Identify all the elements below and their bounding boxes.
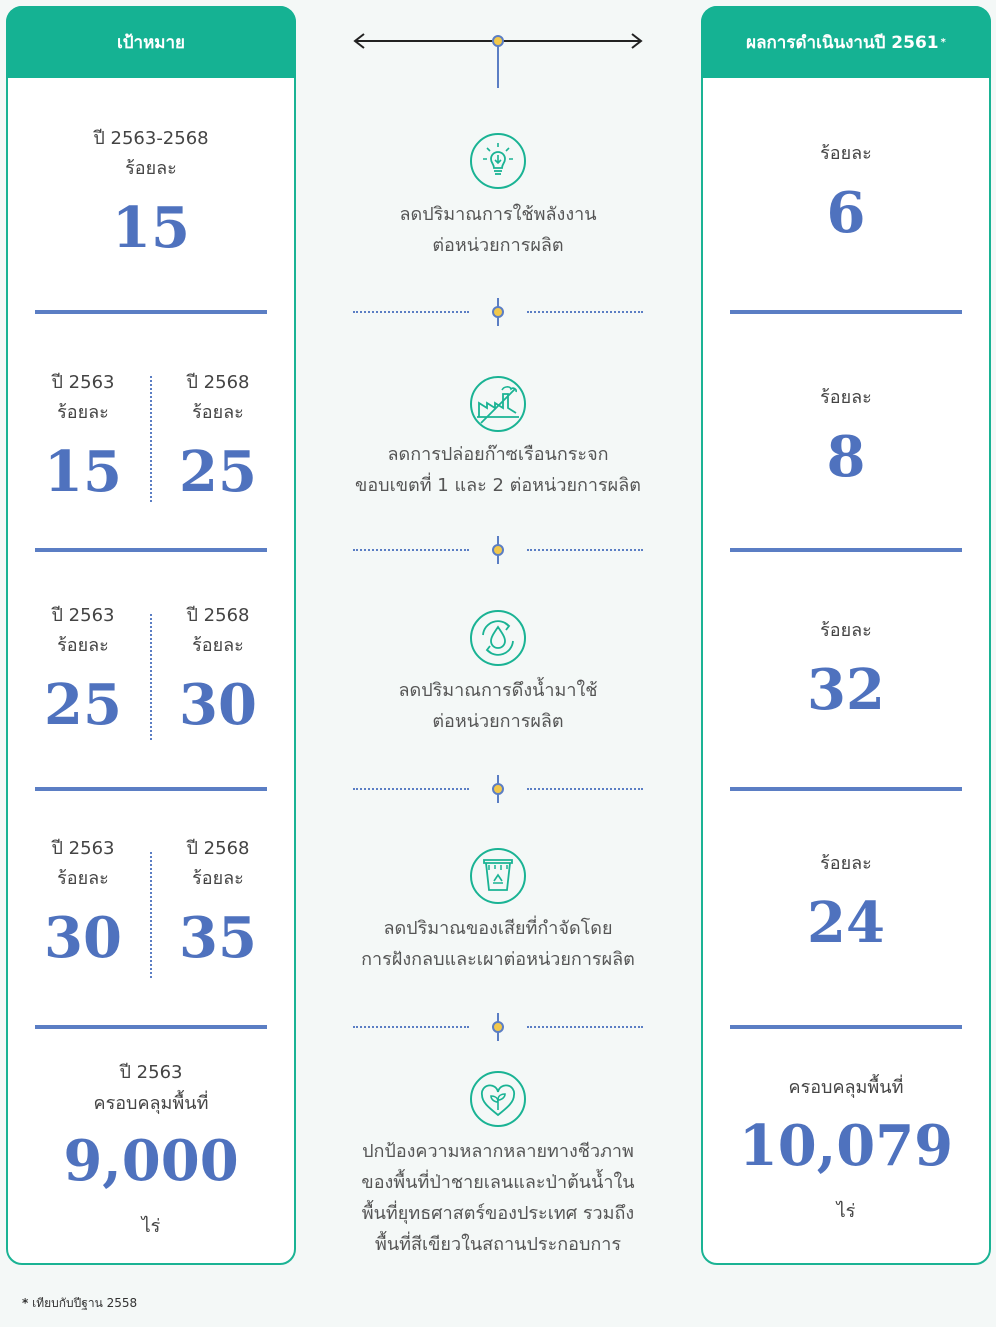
waste-target-percent-label-a: ร้อยละ: [57, 868, 109, 889]
bio-result-unit: ไร่: [836, 1201, 856, 1222]
energy-target-percent-label: ร้อยละ: [125, 158, 177, 179]
energy-description-line: ต่อหน่วยการผลิต: [432, 235, 564, 256]
result-panel-title-text: ผลการดำเนินงานปี 2561: [746, 32, 939, 53]
footnote-text: เทียบกับปีฐาน 2558: [32, 1296, 138, 1310]
divider: [730, 1025, 962, 1029]
energy-result-value: 6: [826, 180, 866, 246]
ghg-target-value-b: 25: [179, 439, 257, 505]
column-divider: [150, 376, 152, 502]
timeline-node: [492, 544, 504, 556]
waste-description-line: การฝังกลบและเผาต่อหน่วยการผลิต: [361, 949, 635, 970]
water-target-percent-label-b: ร้อยละ: [192, 635, 244, 656]
bio-description-line: ของพื้นที่ป่าชายเลนและป่าต้นน้ำใน: [361, 1172, 635, 1193]
water-result-percent-label: ร้อยละ: [820, 620, 872, 641]
dotted-connector: [353, 1026, 469, 1028]
ghg-target-percent-label-b: ร้อยละ: [192, 402, 244, 423]
energy-target-value: 15: [112, 195, 190, 261]
divider: [730, 787, 962, 791]
water-description-line: ต่อหน่วยการผลิต: [432, 711, 564, 732]
bio-target-coverage-label: ครอบคลุมพื้นที่: [93, 1093, 209, 1114]
waste-target-year-b: ปี 2568: [186, 838, 250, 859]
energy-description: [330, 199, 666, 261]
waste-target-value-b: 35: [179, 905, 257, 971]
dotted-connector: [353, 549, 469, 551]
ghg-target-year-a: ปี 2563: [51, 372, 115, 393]
bio-result-value: 10,079: [738, 1113, 954, 1179]
water-target-year-b: ปี 2568: [186, 605, 250, 626]
ghg-target-percent-label-a: ร้อยละ: [57, 402, 109, 423]
divider: [730, 548, 962, 552]
heart-leaf-icon: [469, 1070, 527, 1128]
bio-description-line: พื้นที่สีเขียวในสถานประกอบการ: [374, 1234, 622, 1255]
dotted-connector: [353, 311, 469, 313]
footnote: [22, 1294, 137, 1313]
bio-description-line: ปกป้องความหลากหลายทางชีวภาพ: [362, 1141, 634, 1162]
footnote-mark: *: [22, 1296, 29, 1310]
energy-target-year: ปี 2563-2568: [93, 128, 209, 149]
water-description: [330, 675, 666, 737]
waste-target-value-a: 30: [44, 905, 122, 971]
energy-result-percent-label: ร้อยละ: [820, 143, 872, 164]
dotted-connector: [527, 549, 643, 551]
result-panel-title: [701, 6, 991, 78]
bio-target-unit: ไร่: [141, 1216, 161, 1237]
ghg-target-year-b: ปี 2568: [186, 372, 250, 393]
divider: [35, 787, 267, 791]
ghg-result-value: 8: [826, 424, 866, 490]
divider: [35, 548, 267, 552]
waste-target-percent-label-b: ร้อยละ: [192, 868, 244, 889]
divider: [730, 310, 962, 314]
bio-description-line: พื้นที่ยุทธศาสตร์ของประเทศ รวมถึง: [361, 1203, 635, 1224]
ghg-description-line: ขอบเขตที่ 1 และ 2 ต่อหน่วยการผลิต: [355, 475, 641, 496]
waste-target-year-a: ปี 2563: [51, 838, 115, 859]
waste-description: [330, 913, 666, 975]
waste-result-percent-label: ร้อยละ: [820, 853, 872, 874]
water-target-year-a: ปี 2563: [51, 605, 115, 626]
water-result-value: 32: [807, 657, 885, 723]
water-description-line: ลดปริมาณการดึงน้ำมาใช้: [398, 680, 598, 701]
factory-icon: [469, 375, 527, 433]
ghg-target-value-a: 15: [44, 439, 122, 505]
target-panel-title: เป้าหมาย: [6, 6, 296, 78]
water-recycle-icon: [469, 609, 527, 667]
bio-result-coverage-label: ครอบคลุมพื้นที่: [788, 1077, 904, 1098]
ghg-description: [330, 439, 666, 501]
energy-description-line: ลดปริมาณการใช้พลังงาน: [399, 204, 597, 225]
water-target-value-b: 30: [179, 672, 257, 738]
dotted-connector: [527, 788, 643, 790]
column-divider: [150, 852, 152, 978]
ghg-result-percent-label: ร้อยละ: [820, 387, 872, 408]
double-arrow-icon: [350, 30, 646, 90]
bio-description: [330, 1136, 666, 1260]
timeline-node: [492, 1021, 504, 1033]
timeline-node: [492, 306, 504, 318]
dotted-connector: [527, 1026, 643, 1028]
result-panel-title-mark: *: [940, 36, 946, 48]
ghg-description-line: ลดการปล่อยก๊าซเรือนกระจก: [387, 444, 609, 465]
divider: [35, 310, 267, 314]
column-divider: [150, 614, 152, 740]
water-target-value-a: 25: [44, 672, 122, 738]
bio-target-value: 9,000: [63, 1128, 239, 1194]
dotted-connector: [353, 788, 469, 790]
bio-target-year: ปี 2563: [119, 1062, 183, 1083]
recycle-bin-icon: [469, 847, 527, 905]
water-target-percent-label-a: ร้อยละ: [57, 635, 109, 656]
divider: [35, 1025, 267, 1029]
timeline-node: [492, 783, 504, 795]
waste-description-line: ลดปริมาณของเสียที่กำจัดโดย: [383, 918, 613, 939]
waste-result-value: 24: [807, 890, 885, 956]
lightbulb-icon: [469, 132, 527, 190]
dotted-connector: [527, 311, 643, 313]
